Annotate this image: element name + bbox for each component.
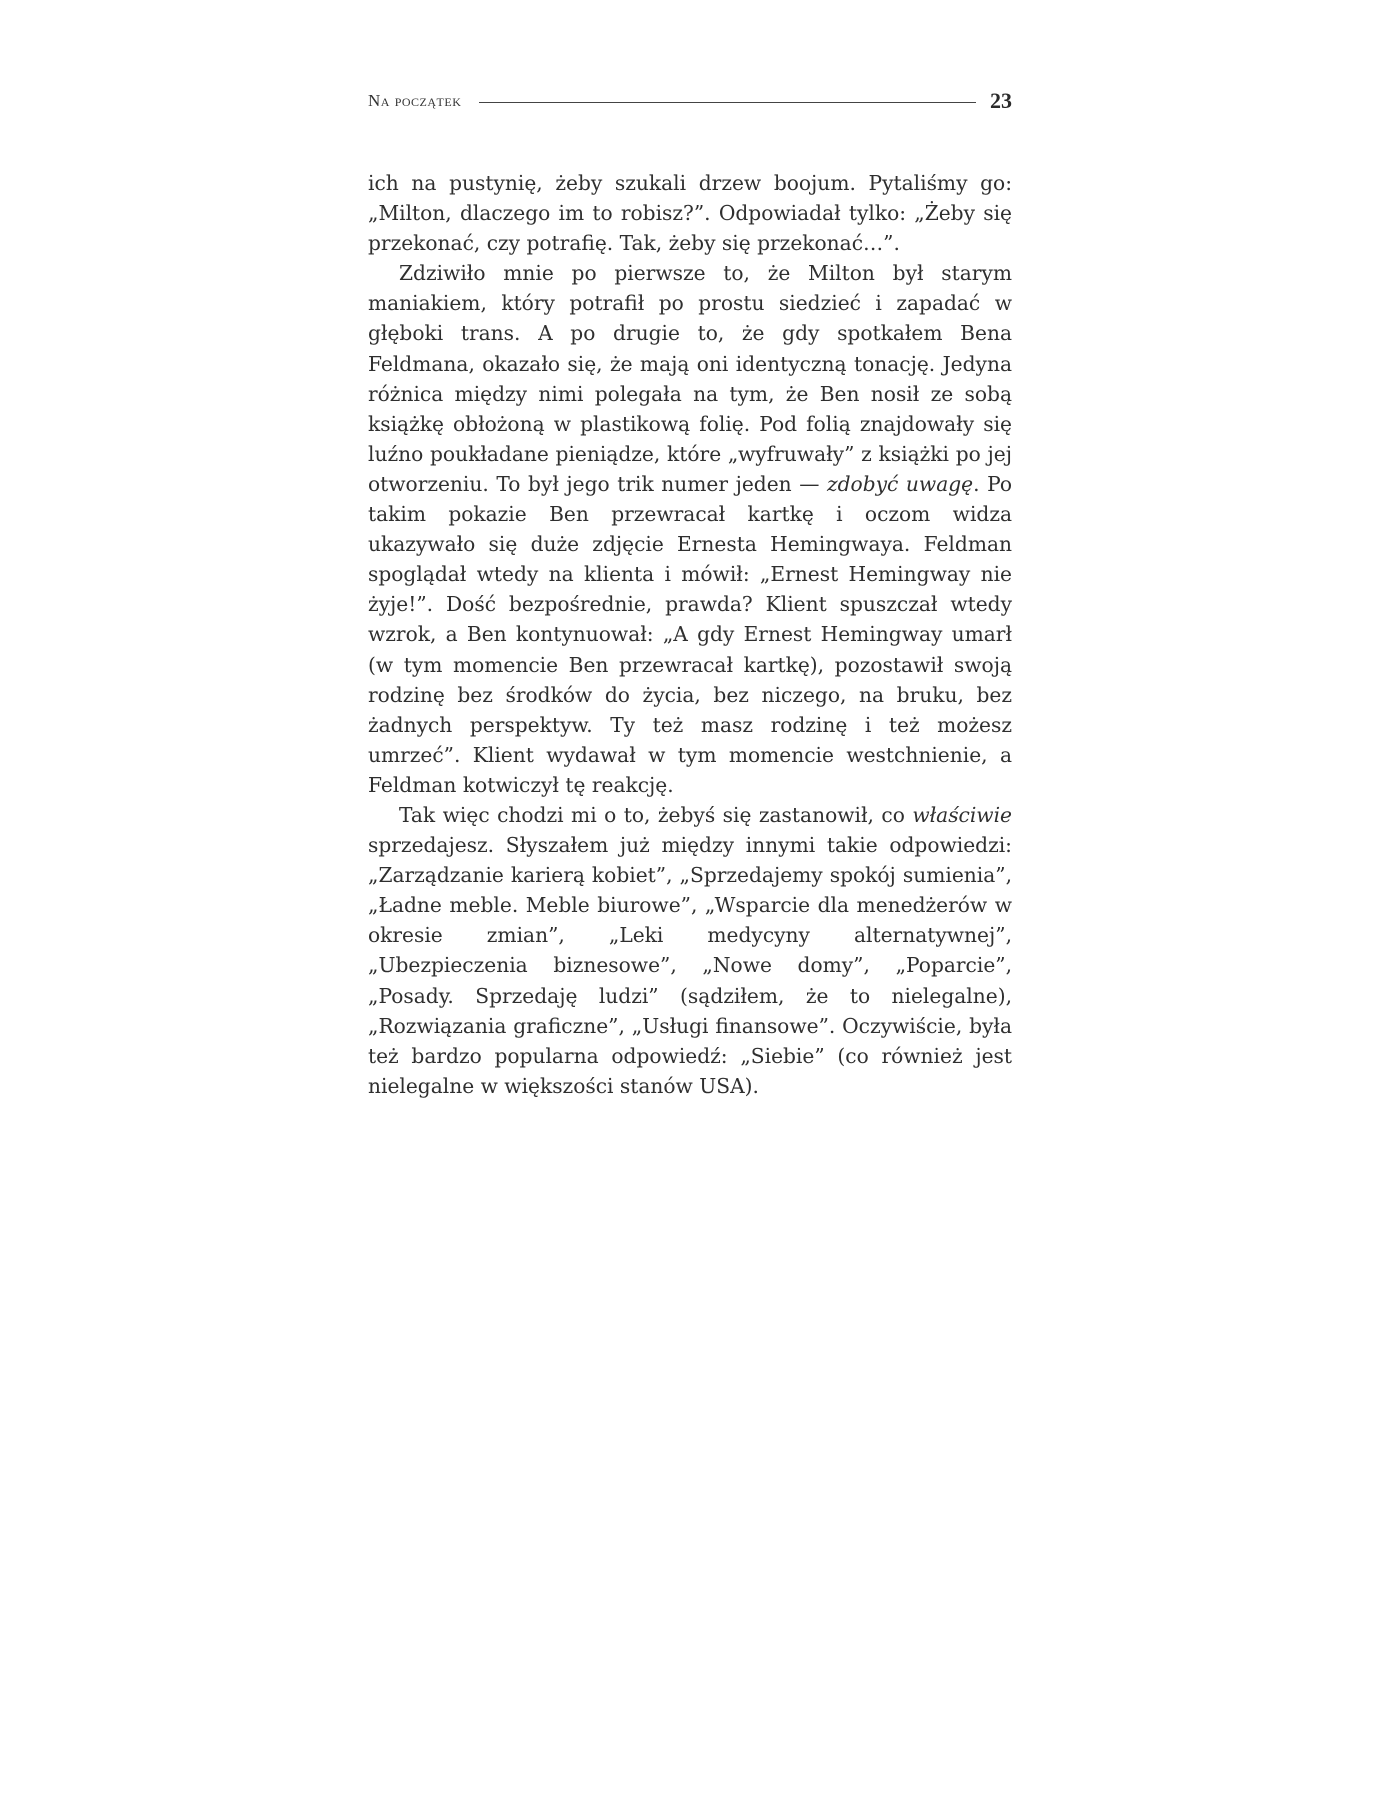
text-segment: . Po takim pokazie Ben przewracał kartkę i oczom widza ukazywało się duże zdjęcie Ernesta Hemingwaya. Feldman spoglądał wtedy na klienta i mówił: „Ernest Hemingway nie żyje!”. Dość bezpośrednie, prawda? Klient spuszczał wtedy wzrok, a Ben kontynuował: „A gdy Ernest Hemingway umarł (w tym momencie Ben przewracał kartkę), pozostawił swoją rodzinę bez środków do życia, bez niczego, na bruku, bez żadnych perspektyw. Ty też masz rodzinę i też możesz umrzeć”. Klient wydawał w tym momencie westchnienie, a Feldman kotwiczył tę reakcję. <box>368 471 1013 797</box>
running-title <box>368 91 461 111</box>
text-segment: Tak więc chodzi mi o to, żebyś się zastanowił, co <box>399 802 913 827</box>
paragraph-1 <box>368 168 1012 258</box>
text-segment: Zdziwiło mnie po pierwsze to, że Milton był starym maniakiem, który potrafił po prostu siedzieć i zapadać w głęboki trans. A po drugie to, że gdy spotkałem Bena Feldmana, okazało się, że mają oni identyczną tonację. Jedyna różnica między nimi polegała na tym, że Ben nosił ze sobą książkę obłożoną w plastikową folię. Pod folią znajdowały się luźno poukładane pieniądze, które „wyfruwały” z książki po jej otworzeniu. To był jego trik numer jeden — <box>368 261 1012 496</box>
running-title-text: Na początek <box>368 91 462 110</box>
paragraph-2 <box>368 258 1012 800</box>
paragraph-3 <box>368 800 1012 1101</box>
running-head <box>368 86 1012 116</box>
body-text <box>368 168 1012 1101</box>
text-segment: ich na pustynię, żeby szukali drzew boojum. Pytaliśmy go: „Milton, dlaczego im to robisz?”. Odpowiadał tylko: „Żeby się przekonać, czy potrafię. Tak, żeby się przekonać…”. <box>368 171 1012 256</box>
text-segment: sprzedajesz. Słyszałem już między innymi takie odpowiedzi: „Zarządzanie karierą kobiet”, „Sprzedajemy spokój sumienia”, „Ładne meble. Meble biurowe”, „Wsparcie dla menedżerów w okresie zmian”, „Leki medycyny alternatywnej”, „Ubezpieczenia biznesowe”, „Nowe domy”, „Poparcie”, „Posady. Sprzedaję ludzi” (sądziłem, że to nielegalne), „Rozwiązania graficzne”, „Usługi finansowe”. Oczywiście, była też bardzo popularna odpowiedź: „Siebie” (co również jest nielegalne w większości stanów USA). <box>368 833 1012 1098</box>
italic-emphasis: zdobyć uwagę <box>827 471 974 496</box>
page-number: 23 <box>990 88 1012 113</box>
header-rule <box>479 102 976 103</box>
italic-emphasis: właściwie <box>912 802 1012 827</box>
